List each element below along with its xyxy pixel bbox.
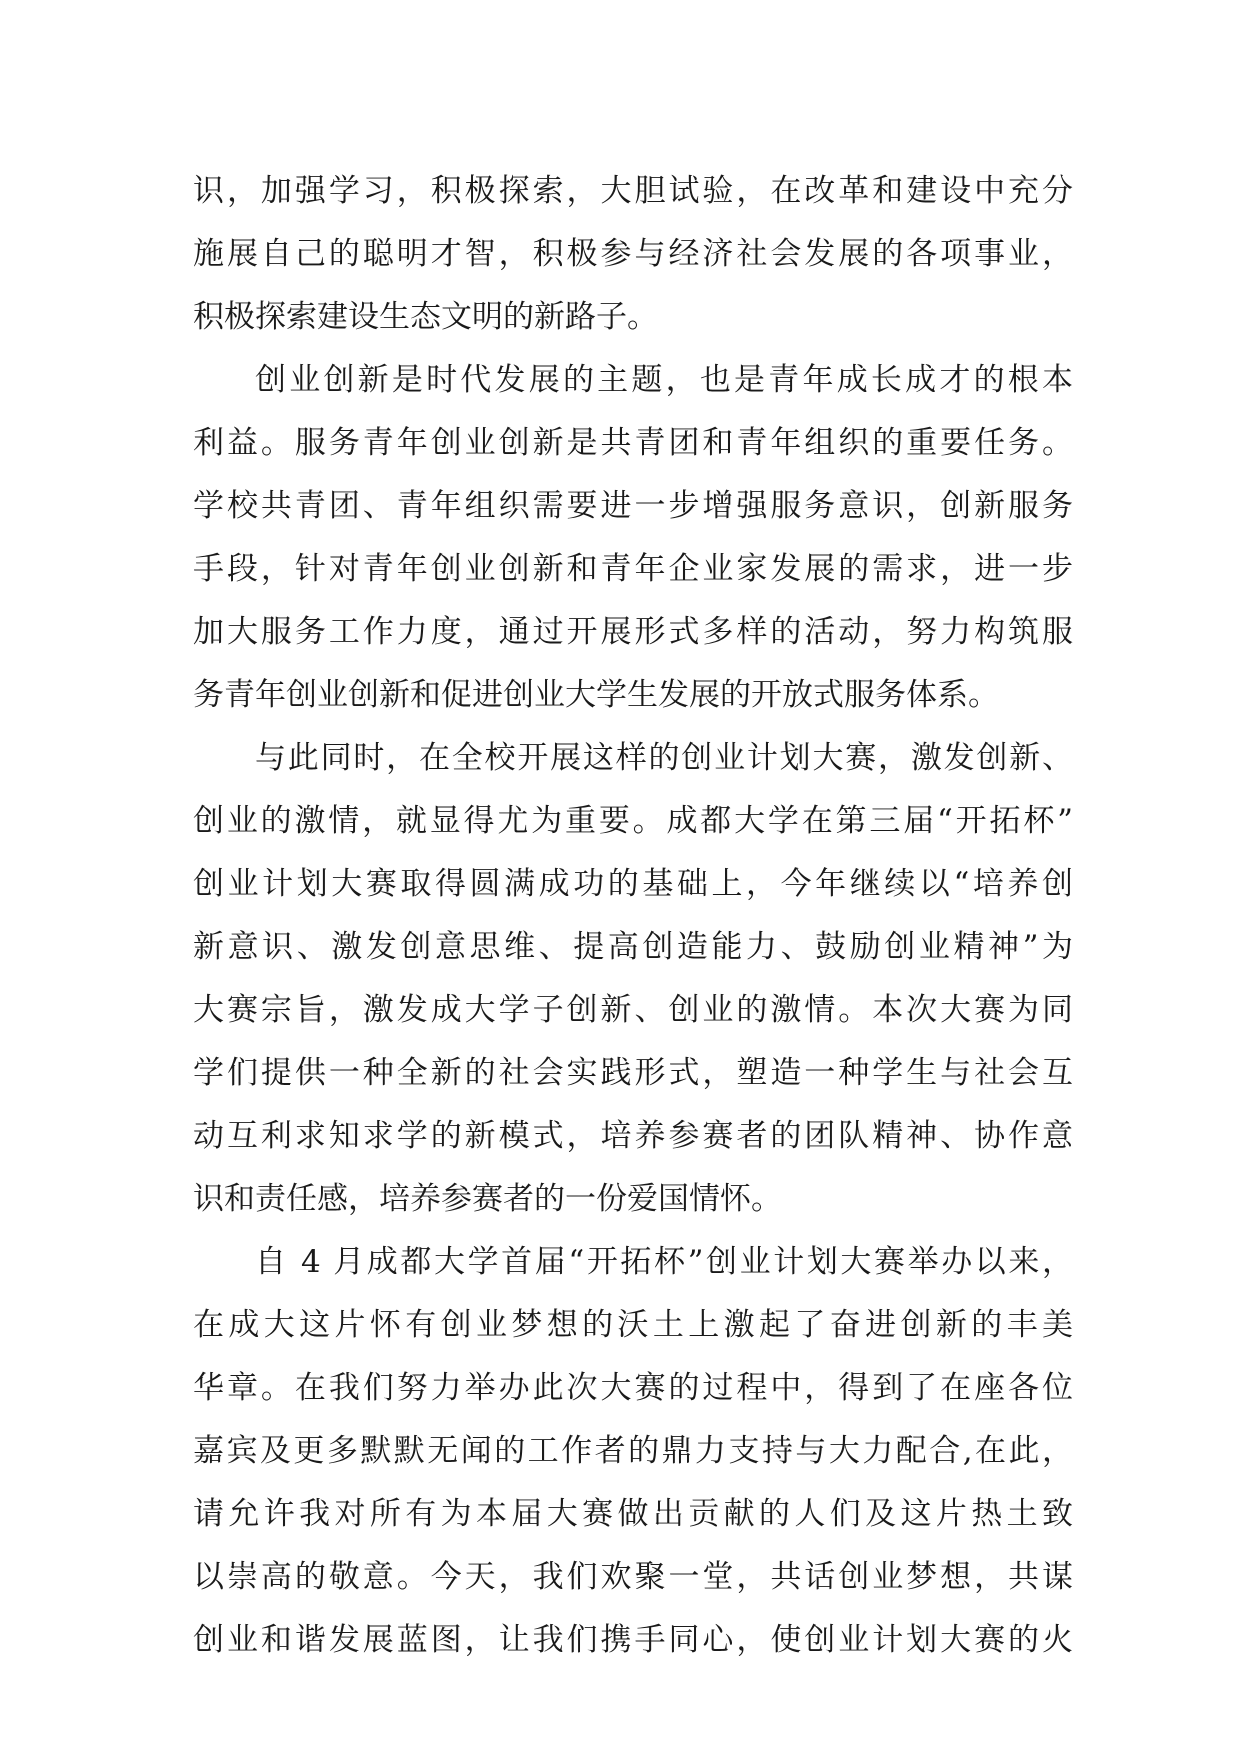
- text-line: 动互利求知求学的新模式，培养参赛者的团队精神、协作意: [193, 1118, 1073, 1154]
- text-line: 识，加强学习，积极探索，大胆试验，在改革和建设中充分: [193, 173, 1073, 209]
- text-line: 利益。服务青年创业创新是共青团和青年组织的重要任务。: [193, 425, 1073, 461]
- text-line: 在成大这片怀有创业梦想的沃土上激起了奋进创新的丰美: [193, 1307, 1073, 1343]
- body-text: [193, 160, 1073, 1672]
- text-line: 务青年创业创新和促进创业大学生发展的开放式服务体系。: [193, 677, 999, 713]
- text-line: 学们提供一种全新的社会实践形式，塑造一种学生与社会互: [193, 1055, 1073, 1091]
- text-line: 手段，针对青年创业创新和青年企业家发展的需求，进一步: [193, 551, 1073, 587]
- text-line: 大赛宗旨，激发成大学子创新、创业的激情。本次大赛为同: [193, 992, 1073, 1028]
- text-line: 华章。在我们努力举办此次大赛的过程中，得到了在座各位: [193, 1370, 1073, 1406]
- text-line: 识和责任感，培养参赛者的一份爱国情怀。: [193, 1181, 782, 1217]
- text-line: 施展自己的聪明才智，积极参与经济社会发展的各项事业，: [193, 236, 1073, 272]
- text-line: 自 4 月成都大学首届“开拓杯”创业计划大赛举办以来，: [255, 1244, 1073, 1280]
- text-line: 嘉宾及更多默默无闻的工作者的鼎力支持与大力配合,在此，: [193, 1433, 1073, 1469]
- text-line: 创业的激情，就显得尤为重要。成都大学在第三届“开拓杯”: [193, 803, 1073, 839]
- text-line: 以崇高的敬意。今天，我们欢聚一堂，共话创业梦想，共谋: [193, 1559, 1073, 1595]
- text-line: 创业创新是时代发展的主题，也是青年成长成才的根本: [255, 362, 1073, 398]
- text-line: 创业计划大赛取得圆满成功的基础上，今年继续以“培养创: [193, 866, 1073, 902]
- text-line: 与此同时，在全校开展这样的创业计划大赛，激发创新、: [255, 740, 1073, 776]
- text-line: 加大服务工作力度，通过开展形式多样的活动，努力构筑服: [193, 614, 1073, 650]
- text-line: 创业和谐发展蓝图，让我们携手同心，使创业计划大赛的火: [193, 1622, 1073, 1658]
- text-line: 积极探索建设生态文明的新路子。: [193, 299, 658, 335]
- text-line: 新意识、激发创意思维、提高创造能力、鼓励创业精神”为: [193, 929, 1073, 965]
- text-line: 请允许我对所有为本届大赛做出贡献的人们及这片热土致: [193, 1496, 1073, 1532]
- text-line: 学校共青团、青年组织需要进一步增强服务意识，创新服务: [193, 488, 1073, 524]
